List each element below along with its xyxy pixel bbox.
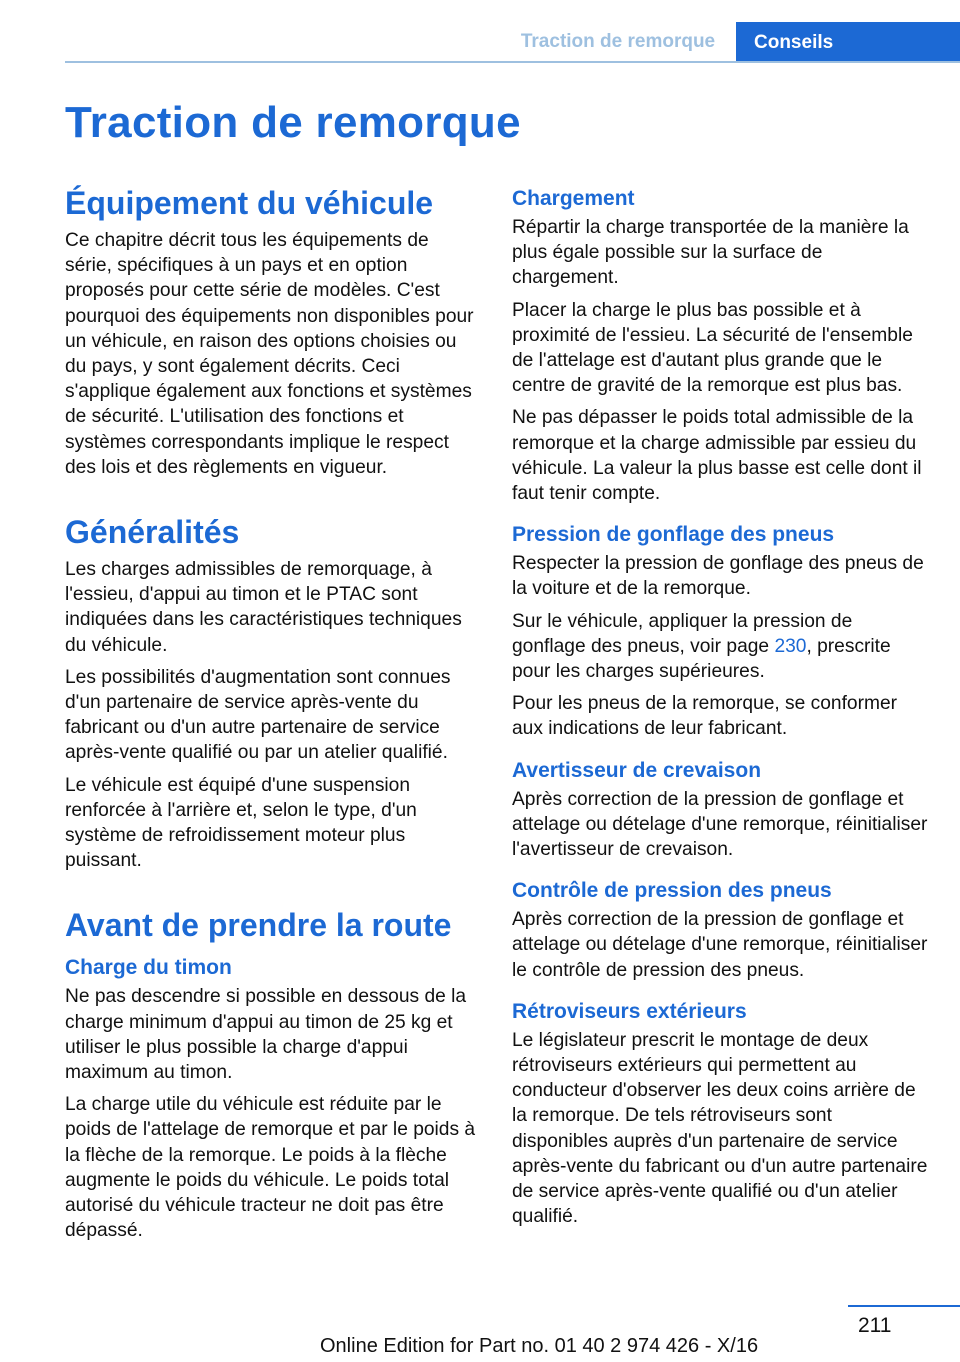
paragraph: La charge utile du véhicule est réduite par le poids de l'attelage de remorque et par le poids à la flèche de la remorque. Le poids à la flèche augmente le poids du véhicule. Le poids total autorisé du véhicule tracteur ne doit pas être dépassé. [65,1094,476,1242]
paragraph: Ne pas dépasser le poids total admissible de la remorque et la charge admissible par essieu du véhicule. La valeur la plus basse est celle dont il faut tenir compte. [512,407,922,505]
paragraph: Respecter la pression de gonflage des pneus de la voiture et de la remorque. [512,553,924,600]
section-controle [512,877,928,983]
paragraph: Le véhicule est équipé d'une suspension renforcée à l'arrière et, selon le type, d'un système de refroidissement moteur plus puissant. [65,774,417,872]
heading-pression: Pression de gonflage des pneus [512,523,835,547]
paragraph: Après correction de la pression de gonflage et attelage ou dételage d'une remorque, réinitialiser l'avertisseur de crevaison. [512,788,928,861]
page-number: 211 [858,1314,892,1337]
page-title: Traction de remorque [65,98,521,147]
subheading-charge-timon: Charge du timon [65,956,232,980]
text: , prescrite pour les charges supérieures. [512,635,891,683]
text: Sur le véhicule, appliquer la pression de gonflage des pneus, voir page [512,610,853,657]
heading-retroviseurs: Rétroviseurs extérieurs [512,999,747,1023]
paragraph: Ne pas descendre si possible en dessous de la charge minimum d'appui au timon de 25 kg et utiliser le plus possible la charge d'appui maximum au timon. [65,986,467,1084]
paragraph: Pour les pneus de la remorque, se conformer aux indications de leur fabricant. [512,693,898,740]
header-rule [65,61,960,63]
section-chargement [512,185,928,506]
heading-generalites: Généralités [65,514,240,551]
edition-footer: Online Edition for Part no. 01 40 2 974 426 - X/16 [320,1335,759,1357]
paragraph: Les possibilités d'augmentation sont connues d'un partenaire de service après-vente du fabricant ou d'un autre partenaire de service après-vente qualifié ou par un atelier qualifié. [65,666,451,764]
heading-chargement: Chargement [512,187,635,210]
left-column [65,184,479,1277]
section-retroviseurs [512,998,928,1230]
footer-rule [848,1305,960,1307]
section-pression [512,521,928,741]
header-chapter-tab[interactable] [736,22,960,63]
heading-controle: Contrôle de pression des pneus [512,879,832,903]
right-column [512,185,928,1245]
paragraph: Répartir la charge transportée de la manière la plus égale possible sur la surface de chargement. [512,217,909,289]
paragraph: Placer la charge le plus bas possible et à proximité de l'essieu. La sécurité de l'ensemble de l'attelage est d'autant plus grande que le centre de gravité de la remorque est plus bas. [512,299,913,397]
section-equipement [65,184,479,480]
section-avant [65,906,479,1243]
header-chapter-tab-label: Conseils [754,32,834,53]
heading-equipement: Équipement du véhicule [65,185,434,221]
section-avertisseur [512,757,928,863]
page-link[interactable]: 230 [774,635,807,657]
heading-avant: Avant de prendre la route [65,907,452,944]
heading-avertisseur: Avertisseur de crevaison [512,758,762,782]
paragraph: Le législateur prescrit le montage de deux rétroviseurs extérieurs qui permettent au conducteur d'observer les deux coins arrière de la remorque. De tels rétroviseurs sont disponibles auprès d'un partenaire de service après-vente du fabricant ou d'un autre partenaire de service après-vente qualifié ou d'un atelier qualifié. [512,1029,928,1228]
header-section-tab[interactable]: Traction de remorque [520,31,716,52]
paragraph [512,609,928,685]
paragraph: Ce chapitre décrit tous les équipements de série, spécifiques à un pays et en option proposés pour cette série de modèles. C'est pourquoi des équipements non disponibles pour un véhicule, en raison des options choisies ou du pays, y sont également décrits. Ceci s'applique également aux fonctions et systèmes de sécurité. L'utilisation des fonctions et systèmes correspondants implique le respect des lois et des règlements en vigueur. [65,230,474,478]
paragraph: Les charges admissibles de remorquage, à l'essieu, d'appui au timon et le PTAC sont indiquées dans les caractéristiques techniques du véhicule. [65,559,462,656]
section-generalites [65,513,479,873]
paragraph: Après correction de la pression de gonflage et attelage ou dételage d'une remorque, réinitialiser le contrôle de pression des pneus. [512,909,928,981]
